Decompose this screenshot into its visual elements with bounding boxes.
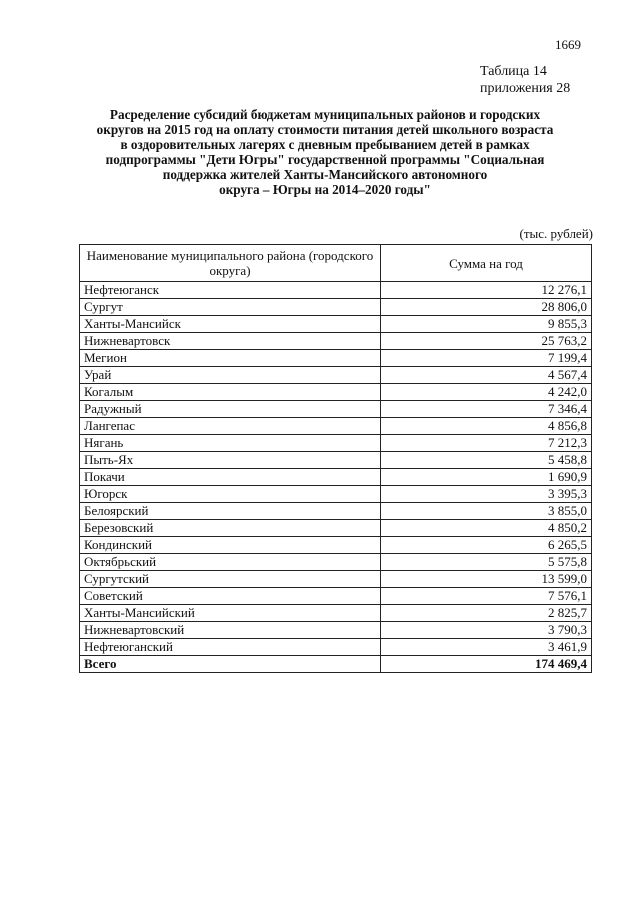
annual-sum: 7 576,1	[381, 588, 592, 605]
table-row	[80, 588, 592, 605]
table-row	[80, 401, 592, 418]
municipality-name: Советский	[80, 588, 381, 605]
municipality-name: Нягань	[80, 435, 381, 452]
annual-sum: 3 855,0	[381, 503, 592, 520]
table-row	[80, 605, 592, 622]
table-row	[80, 452, 592, 469]
municipality-name: Нижневартовск	[80, 333, 381, 350]
annual-sum: 5 458,8	[381, 452, 592, 469]
annual-sum: 7 212,3	[381, 435, 592, 452]
column-header-sum: Сумма на год	[381, 245, 592, 282]
table-row	[80, 537, 592, 554]
table-number: Таблица 14	[480, 64, 547, 79]
title-line: поддержка жителей Ханты-Мансийского автономного	[162, 167, 488, 182]
table-row	[80, 333, 592, 350]
table-total-row	[80, 656, 592, 673]
annual-sum: 3 395,3	[381, 486, 592, 503]
municipality-name: Березовский	[80, 520, 381, 537]
table-row	[80, 299, 592, 316]
annual-sum: 1 690,9	[381, 469, 592, 486]
table-row	[80, 571, 592, 588]
annual-sum: 2 825,7	[381, 605, 592, 622]
table-row	[80, 367, 592, 384]
appendix-number: приложения 28	[480, 81, 571, 96]
municipality-name: Покачи	[80, 469, 381, 486]
table-row	[80, 622, 592, 639]
table-row	[80, 350, 592, 367]
column-header-name: Наименование муниципального района (городского округа)	[80, 245, 381, 282]
annual-sum: 4 850,2	[381, 520, 592, 537]
table-row	[80, 554, 592, 571]
annual-sum: 9 855,3	[381, 316, 592, 333]
page-number: 1669	[555, 37, 581, 52]
annual-sum: 5 575,8	[381, 554, 592, 571]
subsidy-table	[79, 244, 592, 673]
title-line: в оздоровительных лагерях с дневным пребыванием детей в рамках	[120, 137, 530, 152]
title-line: округов на 2015 год на оплату стоимости питания детей школьного возраста	[96, 122, 554, 137]
table-row	[80, 503, 592, 520]
municipality-name: Октябрьский	[80, 554, 381, 571]
annual-sum: 13 599,0	[381, 571, 592, 588]
municipality-name: Белоярский	[80, 503, 381, 520]
municipality-name: Мегион	[80, 350, 381, 367]
annual-sum: 3 461,9	[381, 639, 592, 656]
annual-sum: 6 265,5	[381, 537, 592, 554]
document-title	[75, 107, 575, 197]
municipality-name: Ханты-Мансийский	[80, 605, 381, 622]
municipality-name: Нефтеюганск	[80, 282, 381, 299]
title-line: Расределение субсидий бюджетам муниципальных районов и городских	[109, 107, 541, 122]
table-row	[80, 435, 592, 452]
table-header-row	[80, 245, 592, 282]
annual-sum: 3 790,3	[381, 622, 592, 639]
table-row	[80, 520, 592, 537]
table-row	[80, 469, 592, 486]
annual-sum: 12 276,1	[381, 282, 592, 299]
table-row	[80, 418, 592, 435]
table-row	[80, 316, 592, 333]
table-row	[80, 639, 592, 656]
municipality-name: Радужный	[80, 401, 381, 418]
annual-sum: 7 199,4	[381, 350, 592, 367]
annual-sum: 4 856,8	[381, 418, 592, 435]
table-row	[80, 282, 592, 299]
table-row	[80, 384, 592, 401]
annual-sum: 25 763,2	[381, 333, 592, 350]
municipality-name: Нефтеюганский	[80, 639, 381, 656]
municipality-name: Сургут	[80, 299, 381, 316]
annual-sum: 4 242,0	[381, 384, 592, 401]
municipality-name: Урай	[80, 367, 381, 384]
table-reference	[480, 63, 590, 97]
municipality-name: Ханты-Мансийск	[80, 316, 381, 333]
annual-sum: 7 346,4	[381, 401, 592, 418]
municipality-name: Всего	[80, 656, 381, 673]
annual-sum: 4 567,4	[381, 367, 592, 384]
annual-sum: 174 469,4	[381, 656, 592, 673]
municipality-name: Кондинский	[80, 537, 381, 554]
municipality-name: Пыть-Ях	[80, 452, 381, 469]
annual-sum: 28 806,0	[381, 299, 592, 316]
table-row	[80, 486, 592, 503]
title-line: округа – Югры на 2014–2020 годы"	[219, 182, 431, 197]
units-label: (тыс. рублей)	[519, 226, 593, 241]
municipality-name: Лангепас	[80, 418, 381, 435]
municipality-name: Когалым	[80, 384, 381, 401]
municipality-name: Сургутский	[80, 571, 381, 588]
title-line: подпрограммы "Дети Югры" государственной программы "Социальная	[105, 152, 545, 167]
municipality-name: Нижневартовский	[80, 622, 381, 639]
municipality-name: Югорск	[80, 486, 381, 503]
